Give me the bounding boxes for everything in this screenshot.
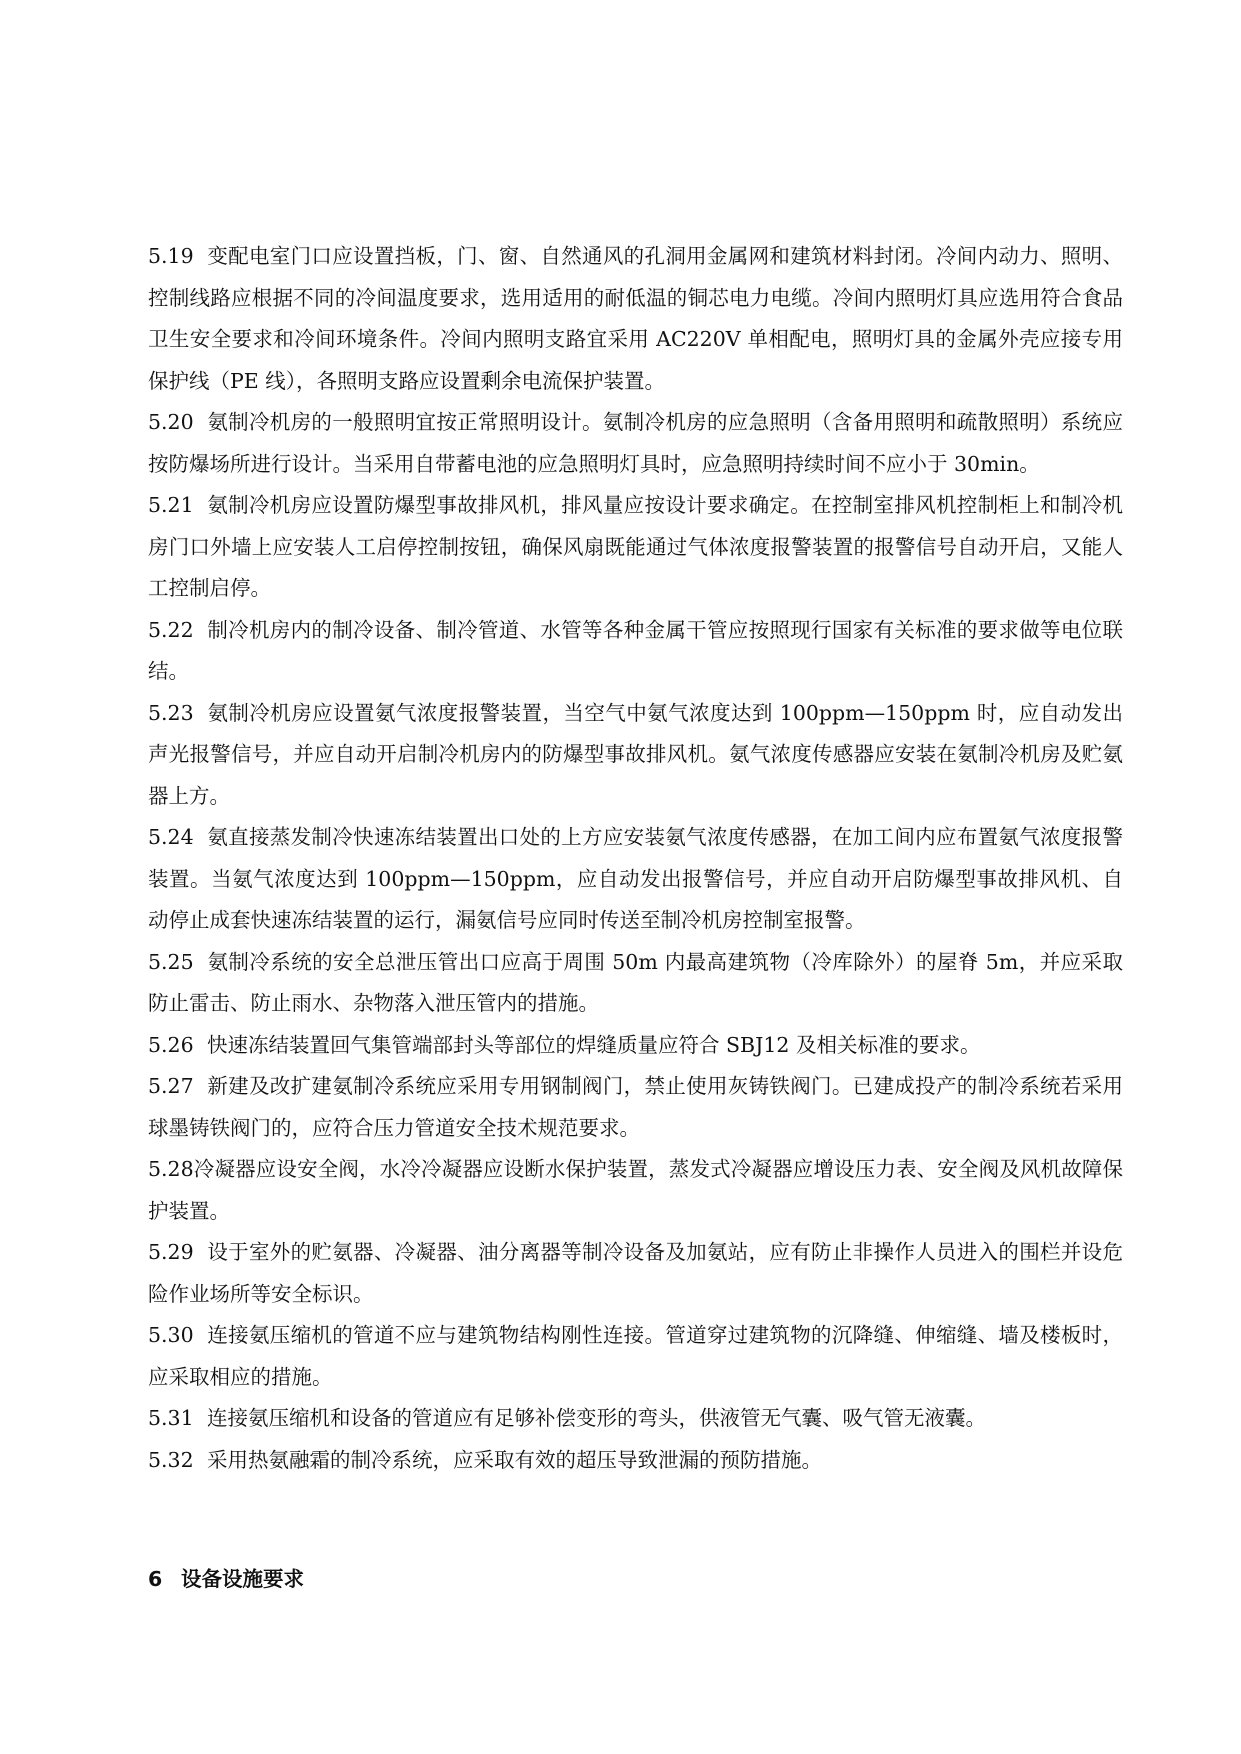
clause-5-19 (148, 236, 1123, 402)
clause-number: 5.30 (148, 1323, 194, 1347)
clause-text: 氨制冷机房应设置氨气浓度报警装置，当空气中氨气浓度达到 100ppm—150ppm 时，应自动发出声光报警信号，并应自动开启制冷机房内的防爆型事故排风机。氨气浓度传感器应安装在氨制冷机房及贮氨器上方。 (148, 700, 1123, 808)
clause-text: 冷凝器应设安全阀，水冷冷凝器应设断水保护装置，蒸发式冷凝器应增设压力表、安全阀及风机故障保护装置。 (148, 1157, 1123, 1223)
clause-number: 5.19 (148, 244, 194, 268)
section-number: 6 (148, 1567, 163, 1591)
clause-text: 氨制冷机房的一般照明宜按正常照明设计。氨制冷机房的应急照明（含备用照明和疏散照明）系统应按防爆场所进行设计。当采用自带蓄电池的应急照明灯具时，应急照明持续时间不应小于 30min。 (148, 410, 1123, 476)
clause-5-31 (148, 1398, 1123, 1440)
clause-text: 采用热氨融霜的制冷系统，应采取有效的超压导致泄漏的预防措施。 (207, 1447, 822, 1472)
clause-number: 5.31 (148, 1406, 194, 1430)
clause-number: 5.24 (148, 825, 194, 849)
clause-text: 氨制冷系统的安全总泄压管出口应高于周围 50m 内最高建筑物（冷库除外）的屋脊 5m，并应采取防止雷击、防止雨水、杂物落入泄压管内的措施。 (148, 949, 1123, 1015)
document-body (148, 236, 1123, 1481)
section-title: 设备设施要求 (181, 1567, 304, 1591)
clause-number: 5.22 (148, 617, 194, 642)
clause-text: 连接氨压缩机的管道不应与建筑物结构刚性连接。管道穿过建筑物的沉降缝、伸缩缝、墙及楼板时，应采取相应的措施。 (148, 1323, 1123, 1389)
clause-5-26 (148, 1025, 1123, 1067)
section-heading (148, 1562, 304, 1592)
clause-number: 5.32 (148, 1447, 194, 1472)
clause-5-25 (148, 942, 1123, 1025)
clause-5-28 (148, 1149, 1123, 1232)
clause-5-32 (148, 1440, 1123, 1482)
clause-5-23 (148, 693, 1123, 818)
clause-number: 5.27 (148, 1074, 194, 1098)
clause-text: 新建及改扩建氨制冷系统应采用专用钢制阀门，禁止使用灰铸铁阀门。已建成投产的制冷系统若采用球墨铸铁阀门的，应符合压力管道安全技术规范要求。 (148, 1074, 1123, 1140)
clause-number: 5.28 (148, 1157, 194, 1181)
clause-5-22 (148, 610, 1123, 693)
clause-number: 5.25 (148, 949, 194, 974)
clause-5-21 (148, 485, 1123, 610)
clause-number: 5.26 (148, 1032, 194, 1057)
clause-number: 5.20 (148, 410, 194, 434)
clause-5-24 (148, 817, 1123, 942)
clause-text: 连接氨压缩机和设备的管道应有足够补偿变形的弯头，供液管无气囊、吸气管无液囊。 (207, 1406, 986, 1430)
clause-5-20 (148, 402, 1123, 485)
clause-text: 设于室外的贮氨器、冷凝器、油分离器等制冷设备及加氨站，应有防止非操作人员进入的围栏并设危险作业场所等安全标识。 (148, 1240, 1123, 1306)
clause-5-29 (148, 1232, 1123, 1315)
clause-text: 制冷机房内的制冷设备、制冷管道、水管等各种金属干管应按照现行国家有关标准的要求做等电位联结。 (148, 617, 1123, 683)
clause-text: 氨直接蒸发制冷快速冻结装置出口处的上方应安装氨气浓度传感器，在加工间内应布置氨气浓度报警装置。当氨气浓度达到 100ppm—150ppm，应自动发出报警信号，并应自动开启防爆型事故排风机、自动停止成套快速冻结装置的运行，漏氨信号应同时传送至制冷机房控制室报警。 (148, 825, 1123, 932)
clause-text: 变配电室门口应设置挡板，门、窗、自然通风的孔洞用金属网和建筑材料封闭。冷间内动力、照明、控制线路应根据不同的冷间温度要求，选用适用的耐低温的铜芯电力电缆。冷间内照明灯具应选用符合食品卫生安全要求和冷间环境条件。冷间内照明支路宜采用 AC220V 单相配电，照明灯具的金属外壳应接专用保护线（PE 线），各照明支路应设置剩余电流保护装置。 (148, 244, 1123, 393)
clause-number: 5.23 (148, 700, 194, 725)
clause-number: 5.29 (148, 1240, 194, 1264)
clause-5-30 (148, 1315, 1123, 1398)
clause-number: 5.21 (148, 493, 194, 517)
clause-text: 快速冻结装置回气集管端部封头等部位的焊缝质量应符合 SBJ12 及相关标准的要求。 (207, 1032, 981, 1057)
clause-text: 氨制冷机房应设置防爆型事故排风机，排风量应按设计要求确定。在控制室排风机控制柜上和制冷机房门口外墙上应安装人工启停控制按钮，确保风扇既能通过气体浓度报警装置的报警信号自动开启，又能人工控制启停。 (148, 493, 1123, 600)
clause-5-27 (148, 1066, 1123, 1149)
